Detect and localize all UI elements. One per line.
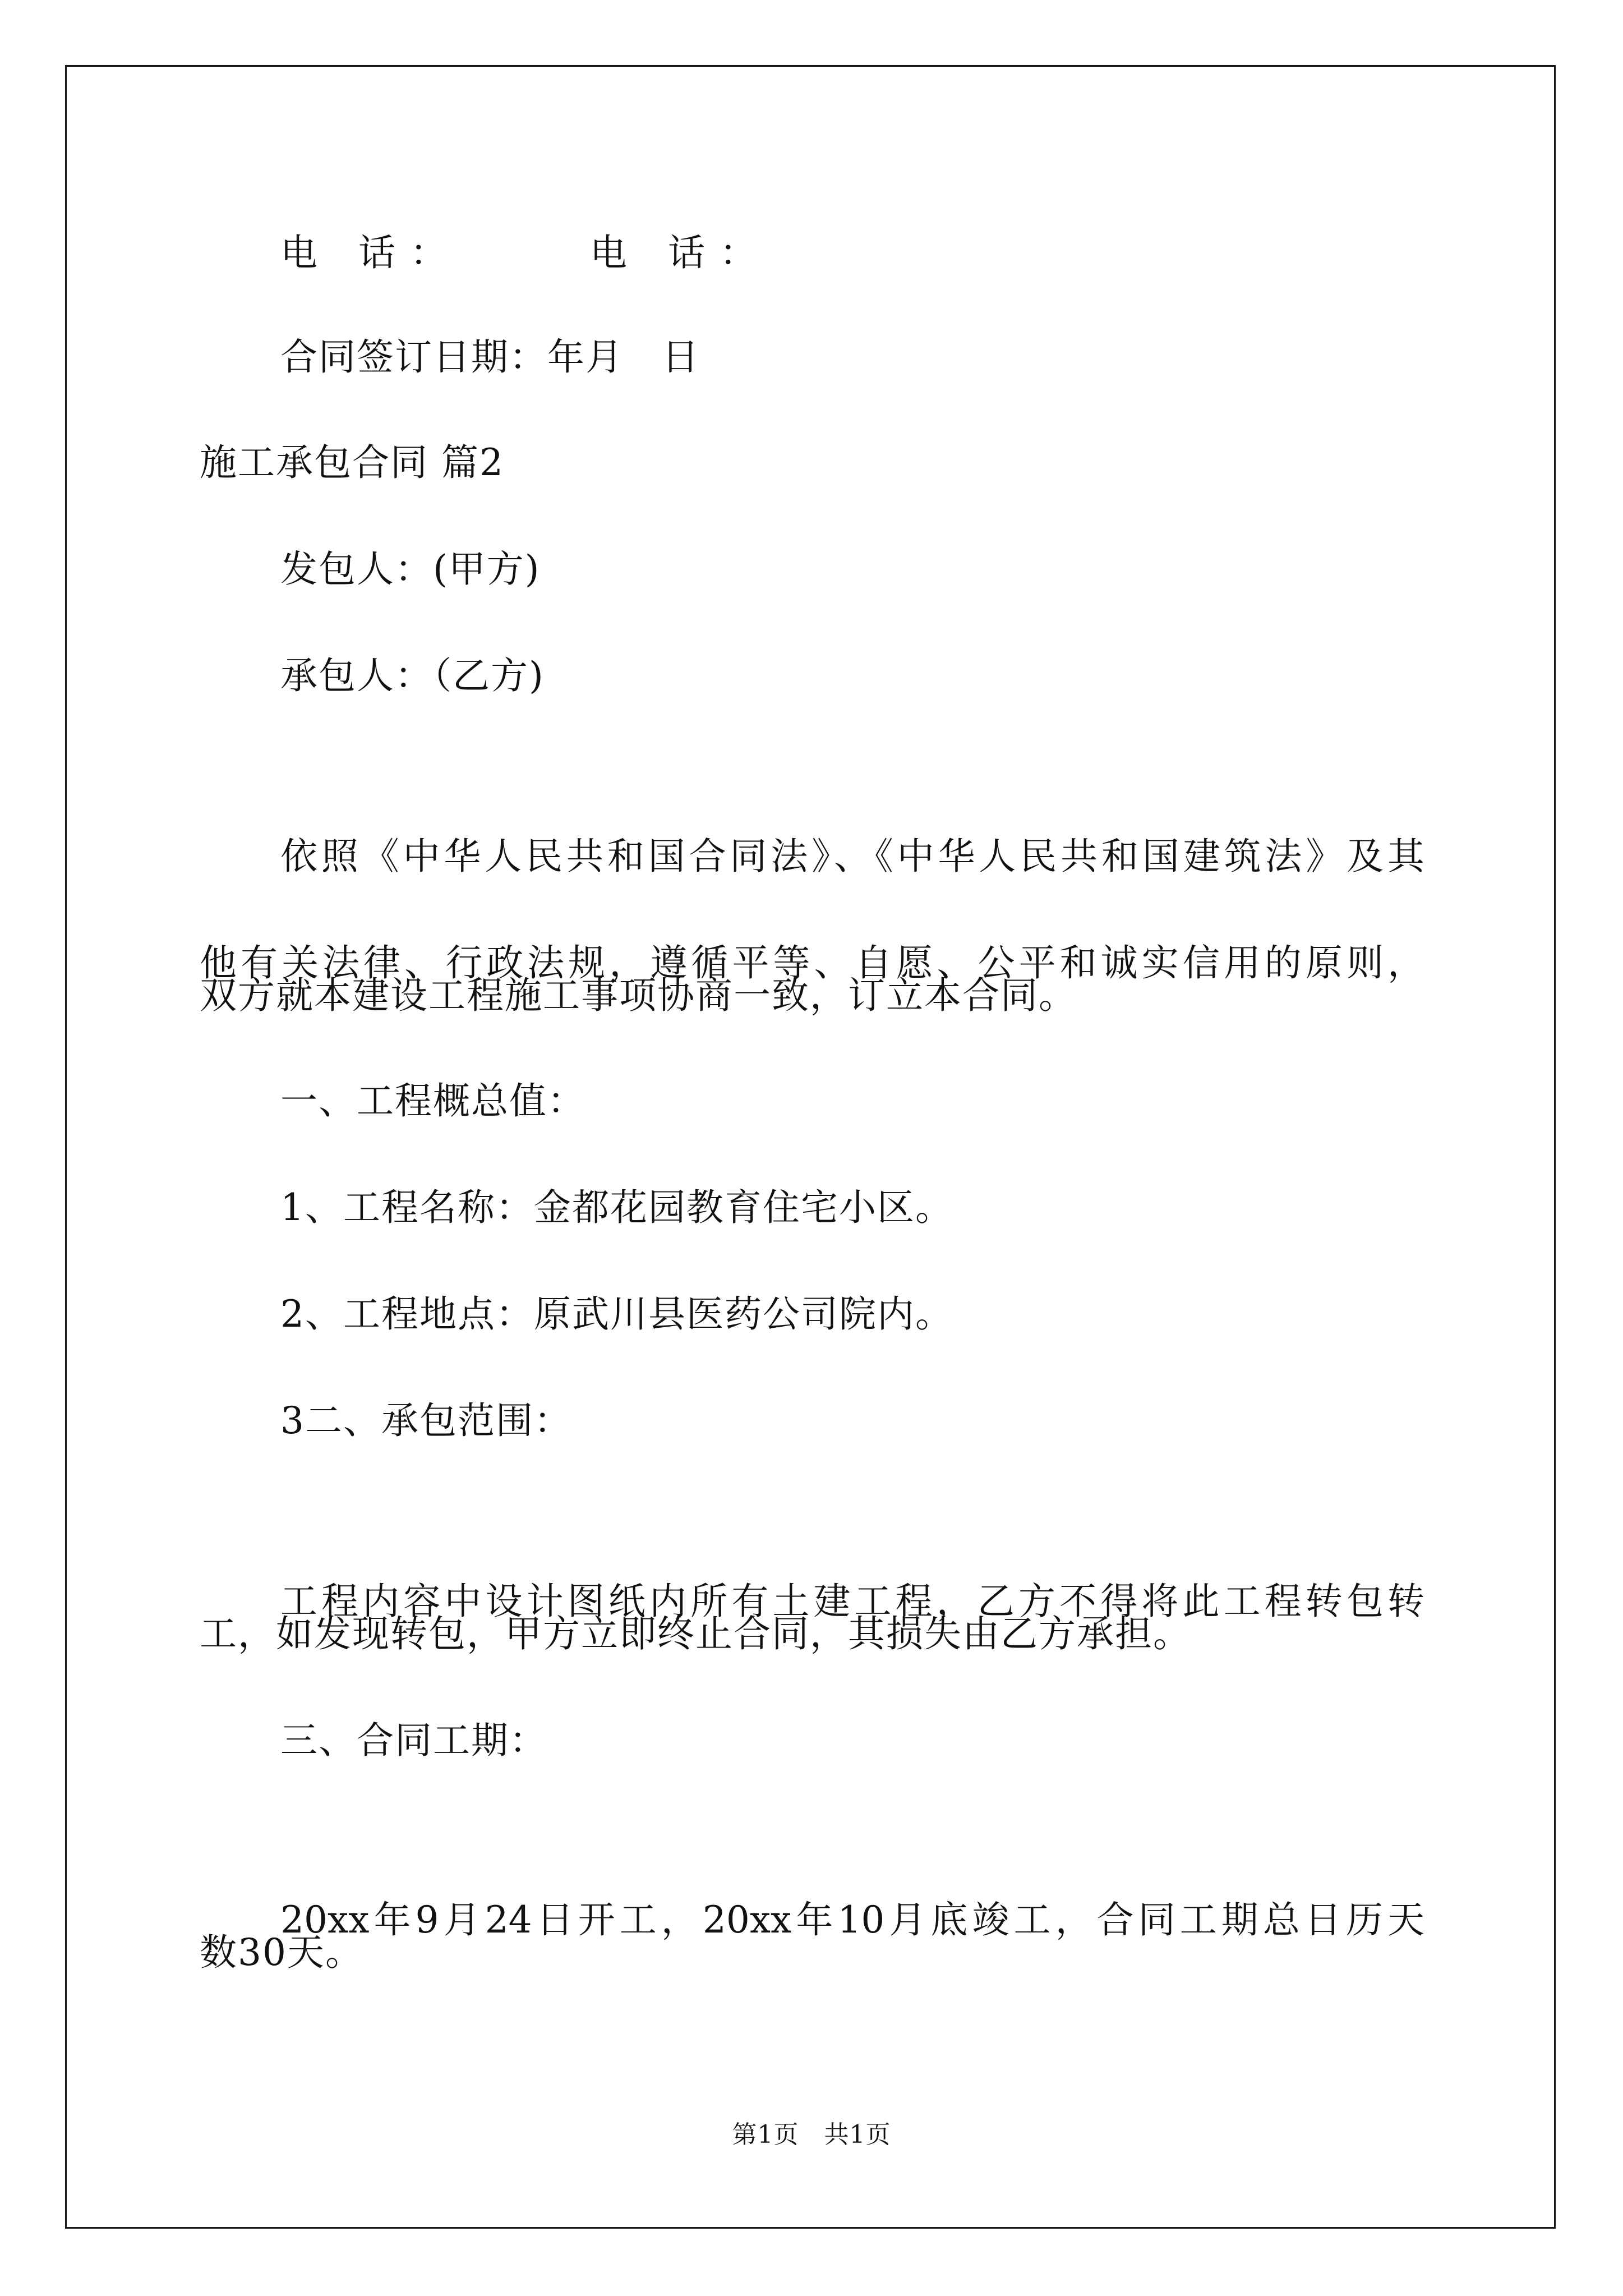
preamble-paragraph-line-3: 双方就本建设工程施工事项协商一致，订立本合同。 [200,974,1077,1017]
preamble-text-1: 依照《中华人民共和国合同法》、《中华人民共和国建筑法》及其 [280,835,1424,878]
period-paragraph-line-1 [280,1828,1424,1941]
party-a-phone-label: 电 话： [280,231,462,274]
employer-party: 发包人：(甲方) [280,547,541,591]
period-paragraph-line-2: 数30天。 [200,1931,363,1974]
contractor-party: 承包人：（乙方) [280,654,545,697]
contract-sign-date: 合同签订日期：年月 日 [280,335,700,379]
project-location-item: 2、工程地点：原武川县医药公司院内。 [280,1292,953,1336]
scope-text-1: 工程内容中设计图纸内所有土建工程，乙方不得将此工程转包转 [280,1580,1424,1623]
heading-contract-period: 三、合同工期： [280,1719,547,1762]
heading-contract-scope: 3二、承包范围： [280,1399,572,1442]
preamble-paragraph-line-1 [280,764,1424,878]
heading-project-overview: 一、工程概总值： [280,1079,585,1122]
page-number-footer: 第1页 共1页 [732,2120,891,2149]
party-b-phone-label: 电 话： [590,231,771,274]
section-title: 施工承包合同 篇2 [200,441,504,484]
scope-paragraph-line-1 [280,1509,1424,1623]
preamble-paragraph-line-2 [200,871,1424,984]
project-name-item: 1、工程名称：金都花园教育住宅小区。 [280,1186,953,1229]
scope-paragraph-line-2: 工，如发现转包，甲方立即终止合同，其损失由乙方承担。 [200,1612,1191,1655]
period-text-1: 20xx年9月24日开工，20xx年10月底竣工，合同工期总日历天 [280,1898,1424,1941]
preamble-text-2: 他有关法律、行政法规，遵循平等、自愿、公平和诚实信用的原则， [200,941,1424,984]
